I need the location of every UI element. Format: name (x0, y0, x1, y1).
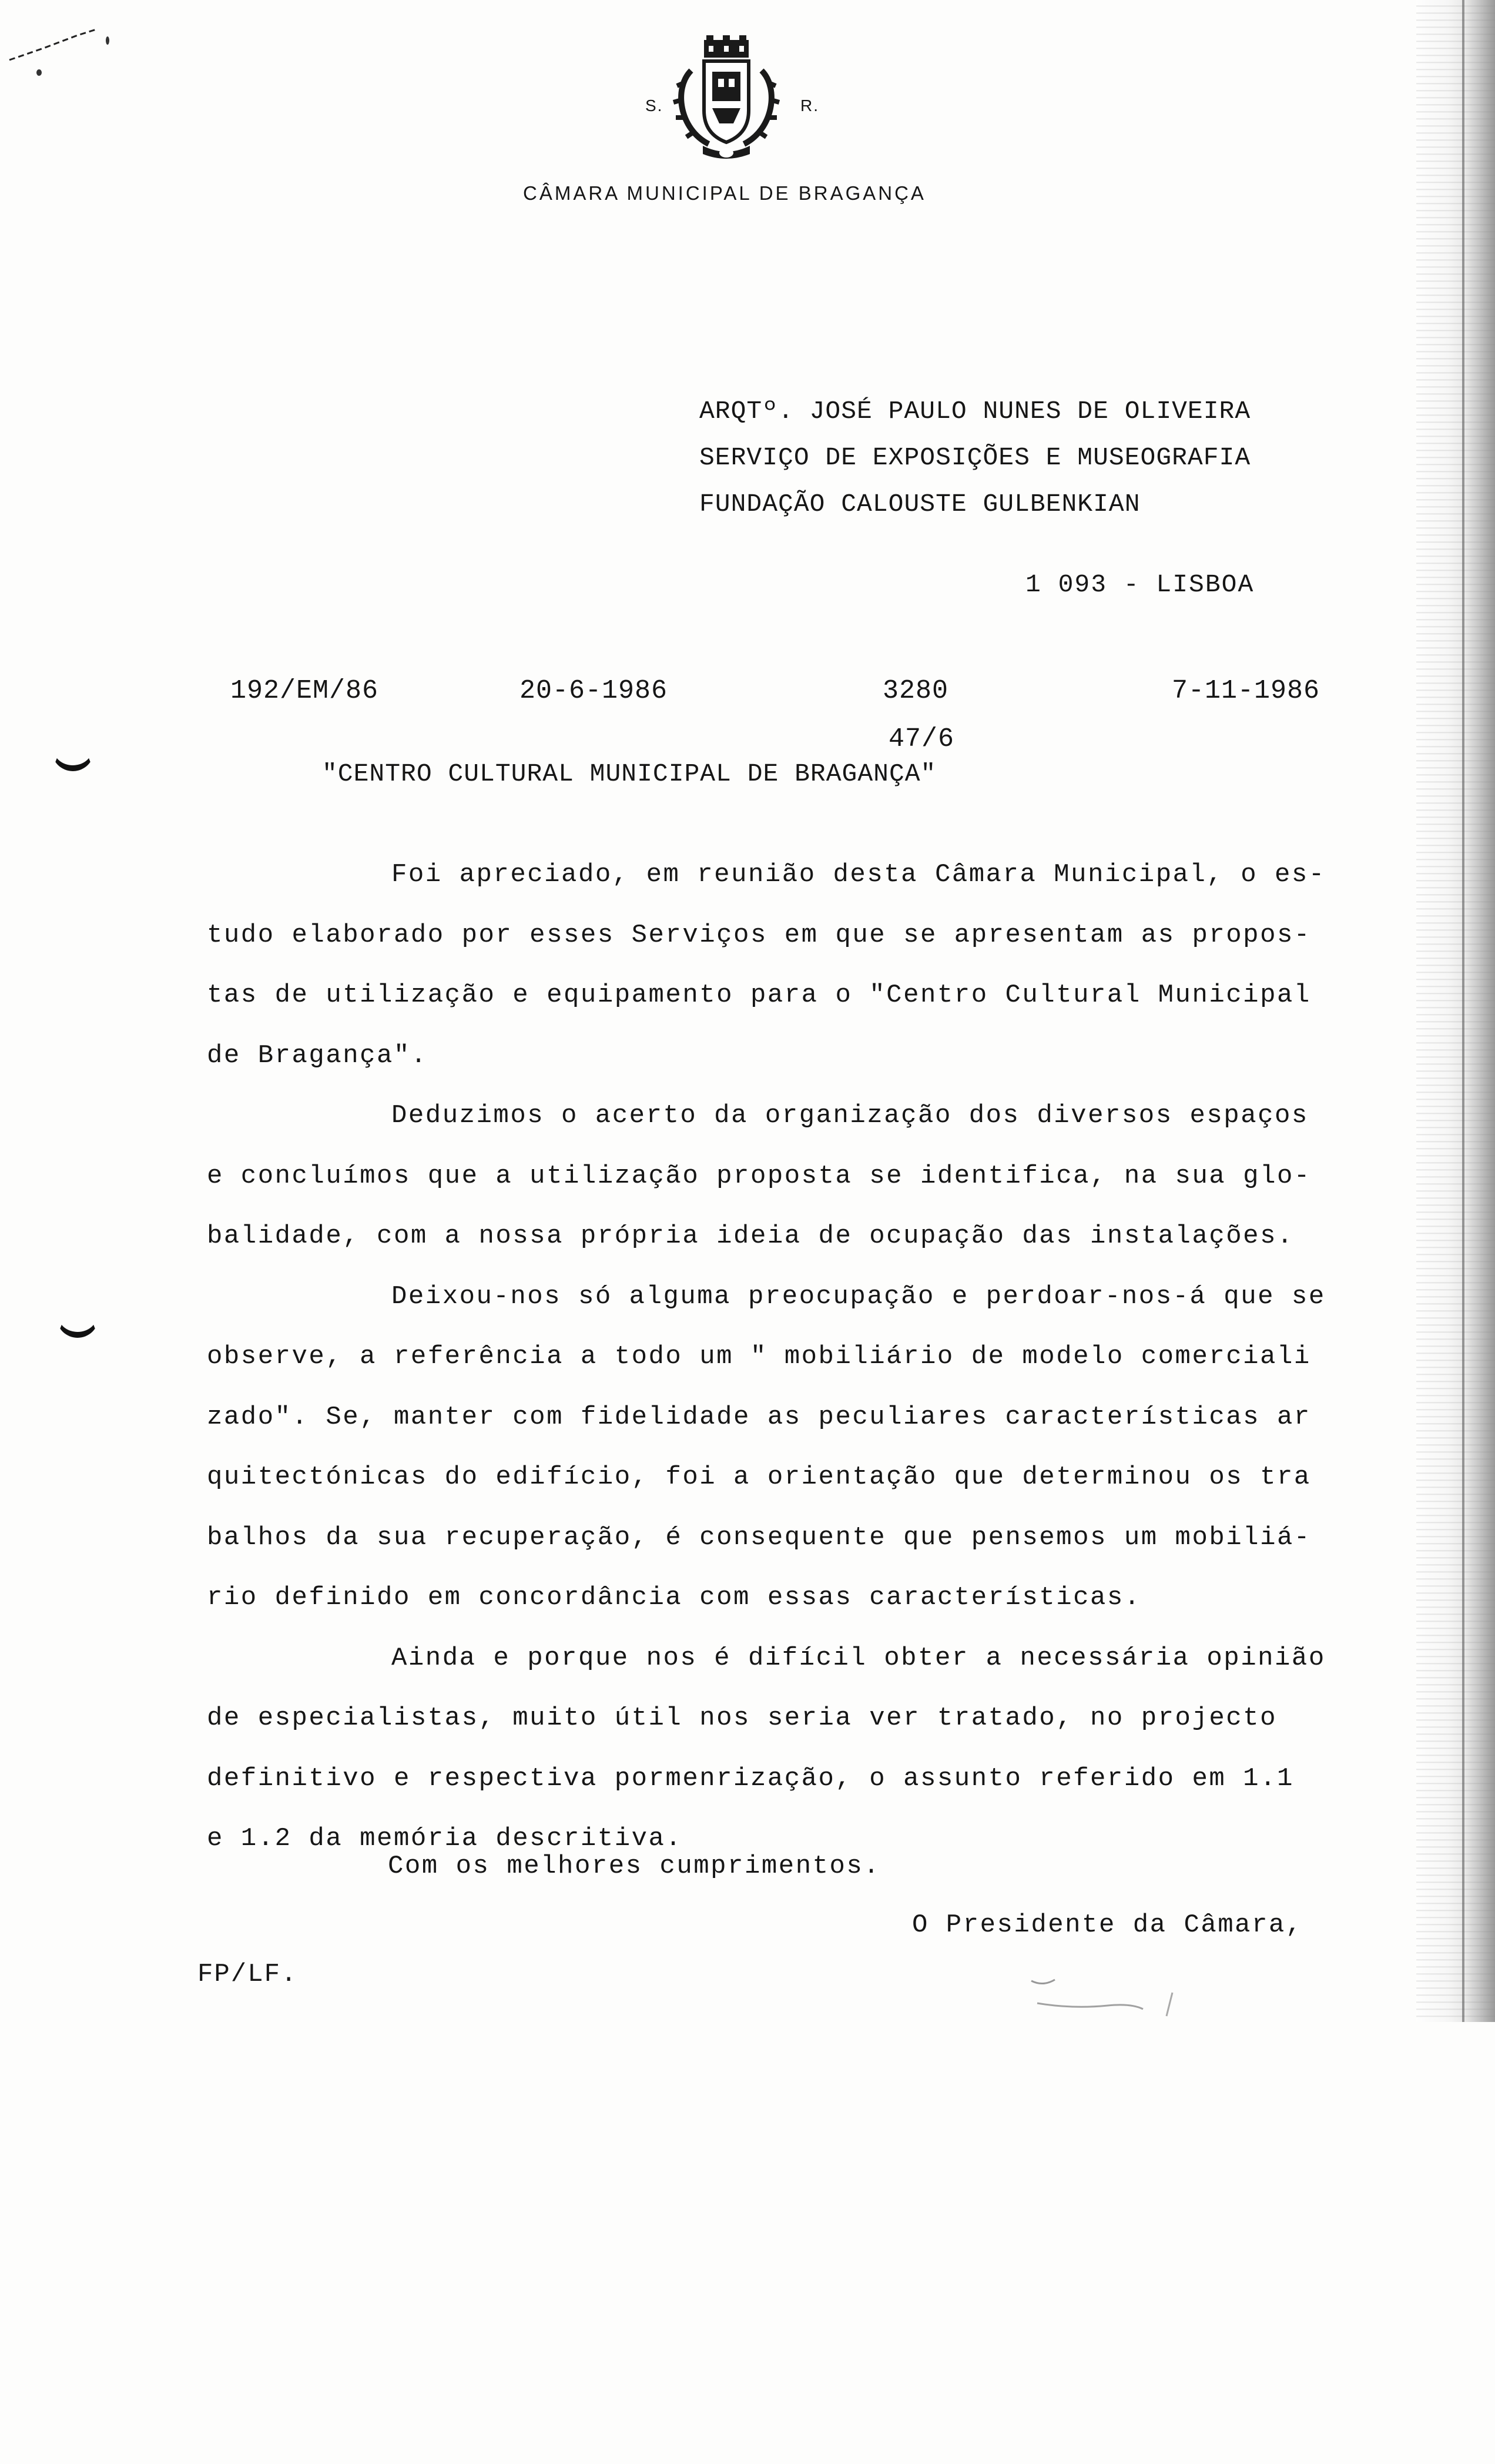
body-line: rio definido em concordância com essas características. (207, 1583, 1141, 1612)
our-date: 7-11-1986 (1172, 676, 1320, 706)
closing-salutation: Com os melhores cumprimentos. (388, 1852, 881, 1881)
body-line: de Bragança". (207, 1040, 428, 1070)
scan-edge-line (1462, 0, 1464, 2022)
our-reference: 3280 (883, 676, 949, 706)
punch-hole-mark (52, 745, 94, 771)
crest-right-letter: R. (800, 96, 819, 115)
typist-initials: FP/LF. (197, 1960, 298, 1989)
body-line: tas de utilização e equipamento para o "Centro Cultural Municipal (207, 980, 1311, 1010)
municipal-crest-icon (668, 35, 785, 162)
their-date: 20-6-1986 (519, 676, 668, 706)
body-line: definitivo e respectiva pormenrização, o assunto referido em 1.1 (207, 1763, 1294, 1793)
body-line: e 1.2 da memória descritiva. (207, 1824, 683, 1853)
crest-left-letter: S. (645, 96, 663, 115)
scan-paper-edge (1416, 0, 1495, 2022)
corner-scribble (8, 24, 96, 65)
scan-speck (106, 36, 109, 45)
recipient-line: FUNDAÇÃO CALOUSTE GULBENKIAN (699, 490, 1141, 518)
body-line: e concluímos que a utilização proposta se identifica, na sua glo- (207, 1161, 1311, 1191)
body-line: Deduzimos o acerto da organização dos diversos espaços (391, 1101, 1309, 1130)
punch-hole-mark (56, 1312, 99, 1338)
body-line: tudo elaborado por esses Serviços em que se apresentam as propos- (207, 920, 1311, 950)
body-line: balidade, com a nossa própria ideia de ocupação das instalações. (207, 1221, 1294, 1251)
organization-name: CÂMARA MUNICIPAL DE BRAGANÇA (523, 182, 926, 204)
subject-line: "CENTRO CULTURAL MUNICIPAL DE BRAGANÇA" (322, 759, 937, 788)
recipient-line: SERVIÇO DE EXPOSIÇÕES E MUSEOGRAFIA (699, 443, 1251, 472)
recipient-address (699, 388, 1251, 527)
body-line: balhos da sua recuperação, é consequente que pensemos um mobiliá- (207, 1522, 1311, 1552)
body-line: Foi apreciado, em reunião desta Câmara Municipal, o es- (391, 860, 1326, 889)
our-reference-sub: 47/6 (889, 724, 955, 754)
body-line: zado". Se, manter com fidelidade as peculiares características ar (207, 1402, 1311, 1432)
scan-speck (36, 69, 42, 76)
body-line: Ainda e porque nos é difícil obter a necessária opinião (391, 1643, 1326, 1673)
faint-signature (1025, 1969, 1202, 2022)
their-reference: 192/EM/86 (230, 676, 379, 706)
recipient-city: 1 093 - LISBOA (1025, 570, 1255, 599)
body-line: observe, a referência a todo um " mobiliário de modelo comerciali (207, 1342, 1311, 1371)
letter-body (207, 845, 1400, 1869)
body-line: de especialistas, muito útil nos seria ver tratado, no projecto (207, 1703, 1277, 1733)
body-line: quitectónicas do edifício, foi a orientação que determinou os tra (207, 1462, 1311, 1492)
recipient-line: ARQTº. JOSÉ PAULO NUNES DE OLIVEIRA (699, 397, 1251, 426)
signer-title: O Presidente da Câmara, (912, 1910, 1303, 1940)
body-line: Deixou-nos só alguma preocupação e perdoar-nos-á que se (391, 1281, 1326, 1311)
